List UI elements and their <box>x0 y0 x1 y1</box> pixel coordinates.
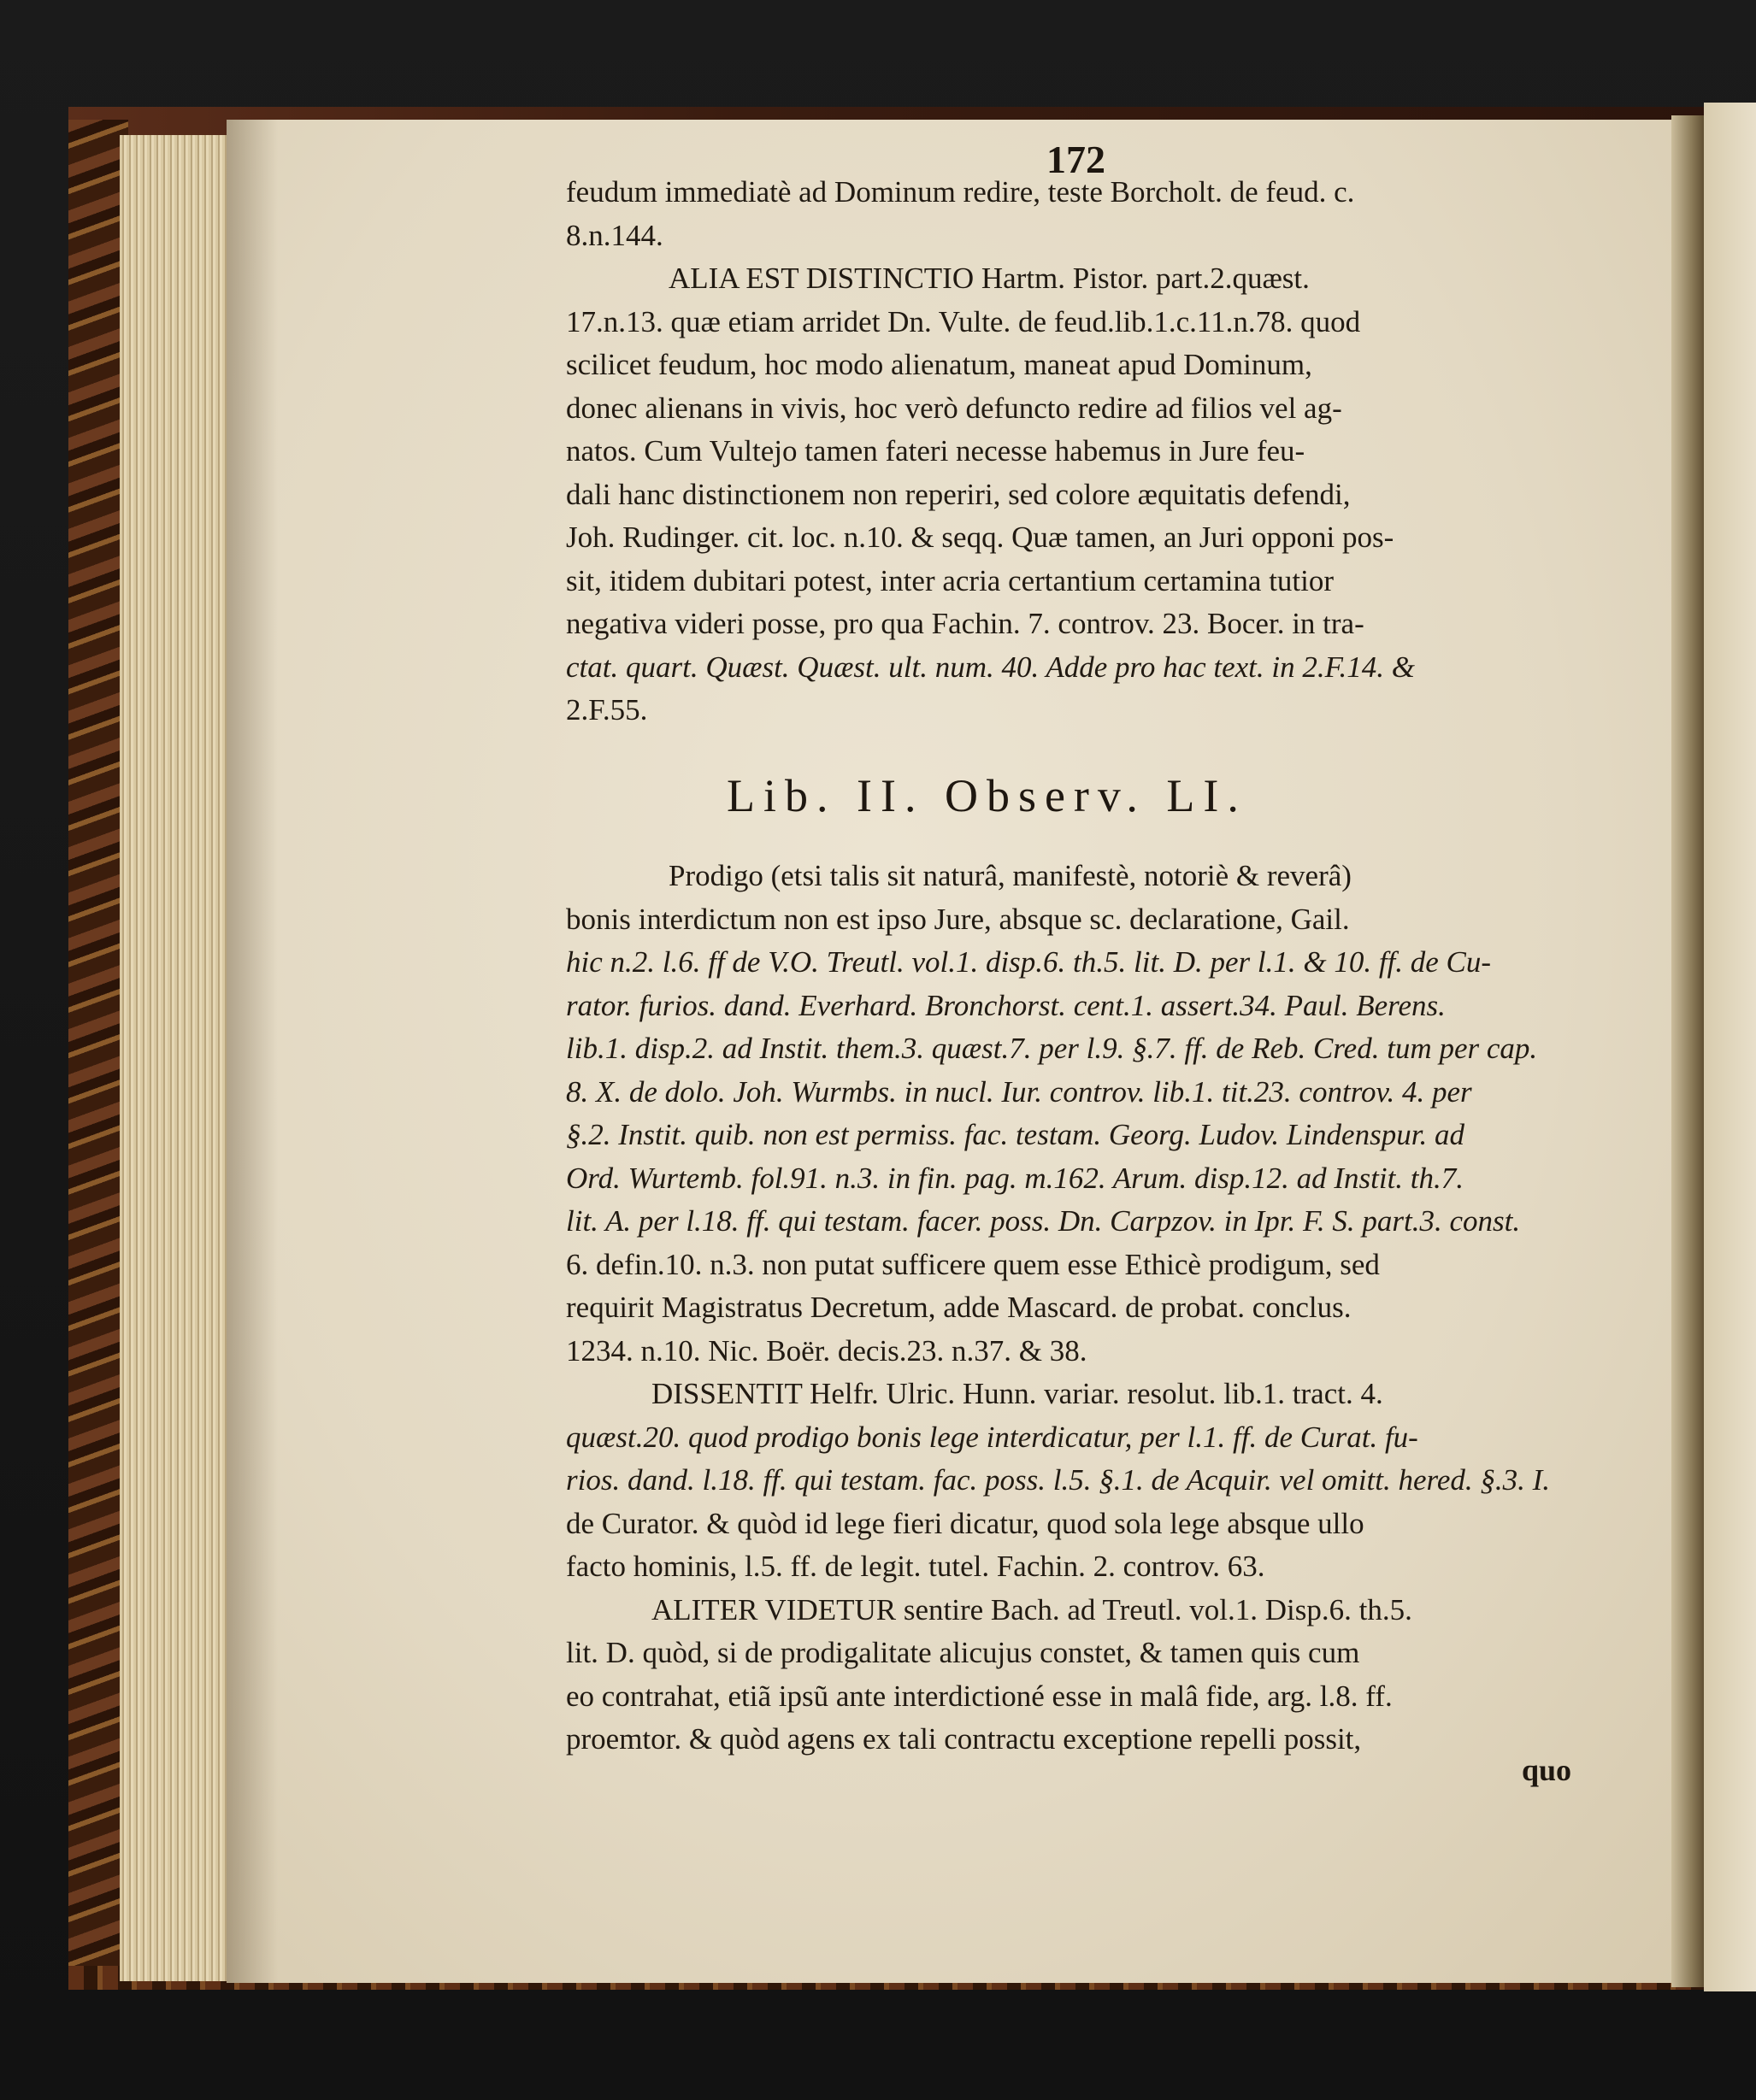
text-line: proemtor. & quòd agens ex tali contractu exceptione repelli possit, <box>566 1722 1362 1756</box>
text-line: rator. furios. dand. Everhard. Bronchorst. cent.1. assert.34. Paul. Berens. <box>566 988 1446 1022</box>
text-line: donec alienans in vivis, hoc verò defuncto redire ad filios vel ag- <box>566 391 1342 425</box>
text-line: quæst.20. quod prodigo bonis lege interdicatur, per l.1. ff. de Curat. fu- <box>566 1420 1418 1454</box>
book-gutter <box>1671 115 1706 1987</box>
text-block-bottom <box>566 855 1551 1762</box>
text-line: Joh. Rudinger. cit. loc. n.10. & seqq. Quæ tamen, an Juri opponi pos- <box>566 521 1394 554</box>
text-line: DISSENTIT Helfr. Ulric. Hunn. variar. resolut. lib.1. tract. 4. <box>651 1377 1383 1410</box>
text-line: natos. Cum Vultejo tamen fateri necesse habemus in Jure feu- <box>566 434 1305 468</box>
text-line: negativa videri posse, pro qua Fachin. 7. controv. 23. Bocer. in tra- <box>566 607 1364 640</box>
facing-page-edge <box>1704 103 1756 1991</box>
observation-heading: Lib. II. Observ. LI. <box>727 770 1247 821</box>
text-line: requirit Magistratus Decretum, adde Mascard. de probat. conclus. <box>566 1291 1352 1324</box>
text-line: scilicet feudum, hoc modo alienatum, maneat apud Dominum, <box>566 348 1312 381</box>
text-line: lit. D. quòd, si de prodigalitate alicujus constet, & tamen quis cum <box>566 1636 1360 1669</box>
text-line: 6. defin.10. n.3. non putat sufficere quem esse Ethicè prodigum, sed <box>566 1247 1380 1281</box>
page-shadow <box>227 120 278 1983</box>
text-line: 8. X. de dolo. Joh. Wurmbs. in nucl. Iur. controv. lib.1. tit.23. controv. 4. per <box>566 1074 1472 1109</box>
text-line: rios. dand. l.18. ff. qui testam. fac. poss. l.5. §.1. de Acquir. vel omitt. hered. §.3. I. <box>566 1463 1551 1497</box>
text-line: ctat. quart. Quæst. Quæst. ult. num. 40. Adde pro hac text. in 2.F.14. & <box>566 650 1415 684</box>
page-number: 172 <box>1046 138 1105 181</box>
text-line: lit. A. per l.18. ff. qui testam. facer. poss. Dn. Carpzov. in Ipr. F. S. part.3. const. <box>566 1204 1521 1238</box>
text-line: facto hominis, l.5. ff. de legit. tutel. Fachin. 2. controv. 63. <box>566 1550 1265 1583</box>
text-line: 17.n.13. quæ etiam arridet Dn. Vulte. de feud.lib.1.c.11.n.78. quod <box>566 304 1361 338</box>
catchword: quo <box>1522 1753 1572 1787</box>
text-block-top <box>566 171 1421 732</box>
text-line: 8.n.144. <box>566 218 663 252</box>
text-line: lib.1. disp.2. ad Instit. them.3. quæst.7. per l.9. §.7. ff. de Reb. Cred. tum per cap. <box>566 1032 1538 1065</box>
text-line: ALITER VIDETUR sentire Bach. ad Treutl. vol.1. Disp.6. th.5. <box>651 1592 1412 1626</box>
text-line: sit, itidem dubitari potest, inter acria certantium certamina tutior <box>566 563 1335 597</box>
text-line: Prodigo (etsi talis sit naturâ, manifestè, notoriè & reverâ) <box>669 859 1352 892</box>
text-line: de Curator. & quòd id lege fieri dicatur, quod sola lege absque ullo <box>566 1506 1364 1540</box>
text-line: feudum immediatè ad Dominum redire, teste Borcholt. de feud. c. <box>566 175 1355 209</box>
text-line: Ord. Wurtemb. fol.91. n.3. in fin. pag. m.162. Arum. disp.12. ad Instit. th.7. <box>566 1161 1464 1195</box>
text-line: 2.F.55. <box>566 693 648 726</box>
text-line: bonis interdictum non est ipso Jure, absque sc. declaratione, Gail. <box>566 902 1350 936</box>
text-line: eo contrahat, etiã ipsũ ante interdictioné esse in malâ fide, arg. l.8. ff. <box>566 1679 1393 1713</box>
text-line: §.2. Instit. quib. non est permiss. fac. testam. Georg. Ludov. Lindenspur. ad <box>566 1118 1464 1151</box>
text-line: hic n.2. l.6. ff de V.O. Treutl. vol.1. disp.6. th.5. lit. D. per l.1. & 10. ff. de Cu- <box>566 945 1492 979</box>
text-line: dali hanc distinctionem non reperiri, sed colore æquitatis defendi, <box>566 477 1351 511</box>
text-line: 1234. n.10. Nic. Boër. decis.23. n.37. & 38. <box>566 1333 1087 1368</box>
text-line: ALIA EST DISTINCTIO Hartm. Pistor. part.2.quæst. <box>669 262 1310 295</box>
page-edges <box>120 135 233 1981</box>
